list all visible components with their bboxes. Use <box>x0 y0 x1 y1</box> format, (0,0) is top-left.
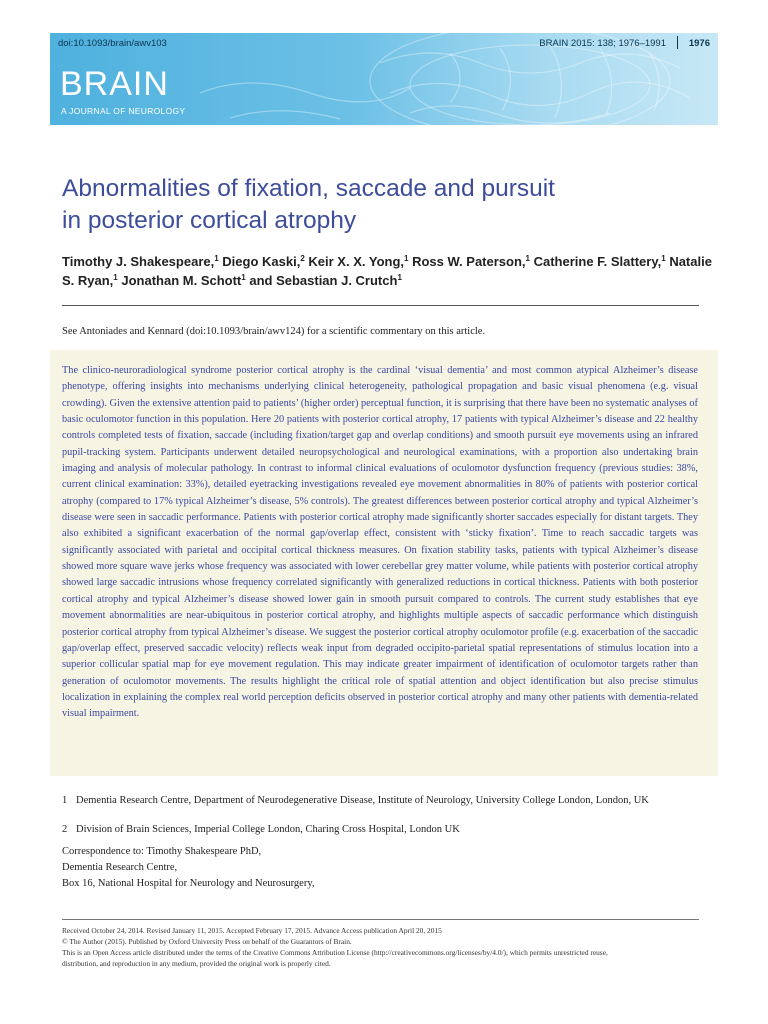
header-divider <box>677 36 678 49</box>
journal-header-banner <box>50 33 718 125</box>
author-name: Keir X. X. Yong, <box>308 254 405 269</box>
abstract-text: The clinico-neuroradiological syndrome posterior cortical atrophy is the cardinal ‘visual dementia’ and most common atypical Alzheimer’s disease phenotype, offering insights into mechanisms underlying clinical heterogeneity, pathological propagation and basic visual phenomena (e.g. visual crowding). Given the extensive attention paid to patients’ (higher order) perceptual function, it is surprising that there have been no systematic analyses of basic oculomotor function in this population. Here 20 patients with posterior cortical atrophy, 17 patients with typical Alzheimer’s disease and 22 healthy controls completed tests of fixation, saccade (including fixation/target gap and overlap conditions) and smooth pursuit eye movements using an infrared pupil-tracking system. Participants underwent detailed neuropsychological and neurological examinations, with a proportion also undertaking brain imaging and analysis of molecular pathology. In contrast to informal clinical evaluations of oculomotor dysfunction frequency (previous studies: 38%, current clinical examination: 33%), detailed eyetracking investigations revealed eye movement abnormalities in 80% of patients with posterior cortical atrophy (compared to 17% typical Alzheimer’s disease, 5% controls). The greatest differences between posterior cortical atrophy and typical Alzheimer’s disease were seen in saccadic performance. Patients with posterior cortical atrophy made significantly shorter saccades especially for distant targets. They also exhibited a significant exacerbation of the normal gap/overlap effect, consistent with ‘sticky fixation’. Time to reach saccadic targets was significantly associated with parietal and occipital cortical thickness measures. On fixation stability tasks, patients with typical Alzheimer’s disease showed more square wave jerks whose frequency was associated with lower cerebellar grey matter volume, while patients with posterior cortical atrophy showed large saccadic intrusions whose frequency correlated significantly with generalized reductions in cortical thickness. Patients with both posterior cortical atrophy and typical Alzheimer’s disease showed lower gain in smooth pursuit compared to controls. The current study establishes that eye movement abnormalities are near-ubiquitous in posterior cortical atrophy, and highlights multiple aspects of saccadic performance which distinguish posterior cortical atrophy from typical Alzheimer’s disease. We suggest the posterior cortical atrophy oculomotor profile (e.g. exacerbation of the saccadic gap/overlap effect, preserved saccadic velocity) reflects weak input from degraded occipito-parietal spatial representations of stimulus location into a superior collicular spatial map for eye movement regulation. This may indicate greater impairment of identification of oculomotor targets rather than generation of oculomotor movements. The results highlight the critical role of spatial attention and object identification but also precise stimulus localization in explaining the complex real world perception deficits observed in posterior cortical atrophy and many other patients with dementia-related visual impairment. <box>62 365 698 720</box>
author-name: Timothy J. Shakespeare, <box>62 254 215 269</box>
title-line-2: in posterior cortical atrophy <box>62 207 357 234</box>
correspondence-line: Correspondence to: Timothy Shakespeare PhD, <box>62 846 262 857</box>
license-line: This is an Open Access article distributed under the terms of the Creative Commons Attribution License (http://creativecommons.org/licenses/by/4.0/), which permits unrestricted reuse, <box>62 948 608 957</box>
author-name: and Sebastian J. Crutch <box>249 273 398 288</box>
correspondence-line: Dementia Research Centre, <box>62 862 178 873</box>
affiliation-marker: 1 <box>661 254 666 263</box>
affiliation-marker: 1 <box>214 254 219 263</box>
affiliation-text: Dementia Research Centre, Department of Neurodegenerative Disease, Institute of Neurology, University College London, London, UK <box>76 795 649 806</box>
affiliation-marker: 1 <box>404 254 409 263</box>
copyright-line: © The Author (2015). Published by Oxford University Press on behalf of the Guarantors of Brain. <box>62 937 352 946</box>
affiliation-number: 1 <box>62 795 68 806</box>
correspondence-line: Box 16, National Hospital for Neurology and Neurosurgery, <box>62 878 315 889</box>
affiliation-number: 2 <box>62 824 68 835</box>
doi-label: doi:10.1093/brain/awv103 <box>58 38 167 49</box>
journal-subtitle: A JOURNAL OF NEUROLOGY <box>61 106 186 116</box>
affiliation-2 <box>62 822 722 837</box>
title-divider <box>62 305 699 306</box>
author-name: Catherine F. Slattery, <box>533 254 662 269</box>
article-title <box>62 173 722 237</box>
license-line: distribution, and reproduction in any medium, provided the original work is properly cited. <box>62 959 331 968</box>
author-name: Jonathan M. Schott <box>121 273 242 288</box>
received-dates: Received October 24, 2014. Revised January 11, 2015. Accepted February 17, 2015. Advance Access publication April 20, 2015 <box>62 926 442 935</box>
author-list <box>62 252 712 290</box>
footer-divider <box>62 919 699 920</box>
page-number: 1976 <box>688 38 710 49</box>
affiliation-marker: 1 <box>113 273 118 282</box>
correspondence-block <box>62 844 702 892</box>
publication-footer <box>62 925 722 969</box>
affiliation-marker: 1 <box>241 273 246 282</box>
author-name: Ross W. Paterson, <box>412 254 526 269</box>
author-name: Natalie S. Ryan, <box>62 254 712 288</box>
journal-logo: BRAIN <box>60 65 169 103</box>
commentary-note: See Antoniades and Kennard (doi:10.1093/brain/awv124) for a scientific commentary on this article. <box>62 326 486 337</box>
journal-citation: BRAIN 2015: 138; 1976–1991 <box>539 38 666 49</box>
affiliation-1 <box>62 793 722 823</box>
affiliation-text: Division of Brain Sciences, Imperial College London, Charing Cross Hospital, London UK <box>76 824 460 835</box>
author-name: Diego Kaski, <box>222 254 301 269</box>
title-line-1: Abnormalities of fixation, saccade and pursuit <box>62 175 555 202</box>
affiliation-marker: 1 <box>397 273 402 282</box>
affiliation-marker: 2 <box>300 254 305 263</box>
affiliation-marker: 1 <box>525 254 530 263</box>
